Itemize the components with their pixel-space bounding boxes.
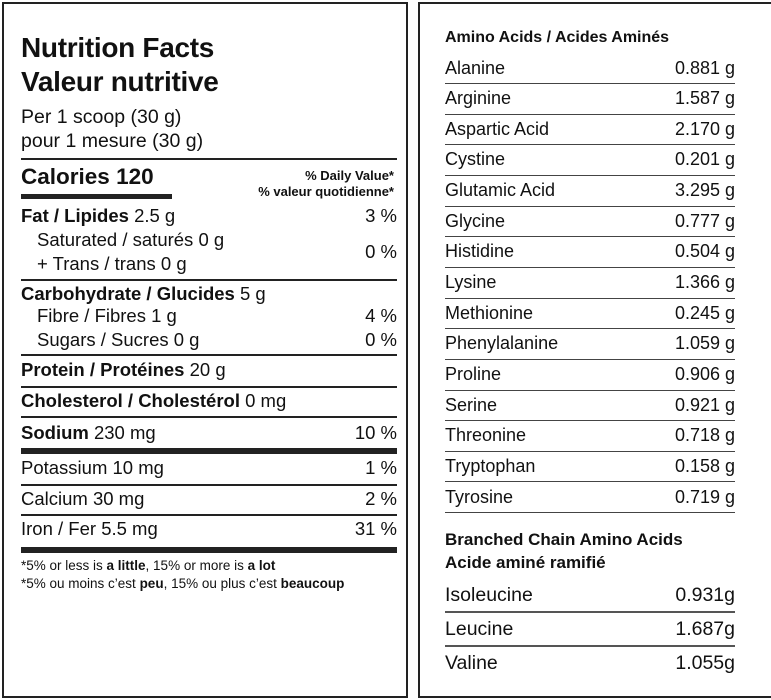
bcaa-value: 0.931g <box>675 584 735 606</box>
sugars-row <box>37 329 397 351</box>
title-en: Nutrition Facts <box>21 32 215 63</box>
sodium-row <box>21 422 397 444</box>
serving-en: Per 1 scoop (30 g) <box>21 106 182 128</box>
carb-row <box>21 283 397 305</box>
divider <box>21 354 397 356</box>
amino-value: 1.059 g <box>674 333 735 354</box>
bcaa-value: 1.055g <box>675 652 735 674</box>
serving-fr: pour 1 mesure (30 g) <box>21 130 204 152</box>
amino-row <box>445 482 735 513</box>
fat-row <box>21 205 397 227</box>
protein-row <box>21 359 397 381</box>
potassium-label: Potassium 10 mg <box>21 457 164 478</box>
daily-value-header <box>258 168 394 200</box>
amino-name: Tyrosine <box>445 486 514 507</box>
amino-value: 2.170 g <box>674 118 735 139</box>
iron-dv: 31 % <box>354 518 397 539</box>
iron-label: Iron / Fer 5.5 mg <box>21 518 158 539</box>
sodium-label: Sodium <box>21 422 89 443</box>
dv-fr: % valeur quotidienne* <box>258 184 394 199</box>
amino-title: Amino Acids / Acides Aminés <box>445 29 670 46</box>
footnote-bold: beaucoup <box>280 576 345 591</box>
cholesterol-row <box>21 390 397 412</box>
divider <box>21 386 397 388</box>
amino-value: 0.719 g <box>674 486 735 507</box>
sugars-dv: 0 % <box>365 329 397 350</box>
calories-label: Calories <box>21 164 110 189</box>
fibre-label: Fibre / Fibres 1 g <box>37 305 177 326</box>
trans-label: + Trans / trans 0 g <box>37 253 187 274</box>
potassium-row <box>21 457 397 479</box>
bcaa-name: Isoleucine <box>445 584 533 606</box>
bcaa-row <box>445 647 735 680</box>
bcaa-name: Leucine <box>445 618 514 640</box>
divider <box>21 416 397 418</box>
calories-bar <box>21 194 172 199</box>
fat-dv: 3 % <box>365 205 397 226</box>
sodium-dv: 10 % <box>354 422 397 443</box>
fat-label: Fat / Lipides <box>21 205 129 226</box>
sodium-amount: 230 mg <box>93 422 156 443</box>
amino-name: Glutamic Acid <box>445 180 556 201</box>
amino-row <box>445 360 735 391</box>
amino-row <box>445 176 735 207</box>
amino-value: 3.295 g <box>674 180 735 201</box>
fibre-row <box>37 305 397 327</box>
footnote-text: *5% ou moins c’est <box>21 576 140 591</box>
amino-row <box>445 84 735 115</box>
footnote-text: , 15% or more is <box>145 558 248 573</box>
amino-name: Cystine <box>445 149 506 170</box>
amino-name: Tryptophan <box>445 455 536 476</box>
amino-row <box>445 421 735 452</box>
bcaa-row <box>445 613 735 646</box>
amino-row <box>445 451 735 482</box>
bcaa-name: Valine <box>445 652 498 674</box>
amino-row <box>445 390 735 421</box>
thick-divider <box>21 547 397 553</box>
amino-name: Histidine <box>445 241 515 262</box>
amino-value: 0.906 g <box>674 364 735 384</box>
divider <box>21 514 397 516</box>
bcaa-row <box>445 579 735 612</box>
sugars-label: Sugars / Sucres 0 g <box>37 329 200 350</box>
footnote-bold: peu <box>139 576 164 591</box>
carb-amount: 5 g <box>239 283 266 304</box>
fat-amount: 2.5 g <box>134 205 176 226</box>
thick-divider <box>21 448 397 454</box>
protein-amount: 20 g <box>189 359 226 380</box>
amino-value: 0.245 g <box>674 302 735 323</box>
cholesterol-label: Cholesterol / Cholestérol <box>21 390 240 411</box>
amino-value: 0.201 g <box>674 149 735 170</box>
amino-row <box>445 53 735 84</box>
calcium-label: Calcium 30 mg <box>21 488 145 509</box>
divider <box>21 484 397 486</box>
potassium-dv: 1 % <box>365 457 397 478</box>
protein-label: Protein / Protéines <box>21 359 185 380</box>
amino-name: Proline <box>445 364 502 384</box>
divider <box>21 158 397 160</box>
amino-name: Serine <box>445 394 498 415</box>
amino-value: 0.881 g <box>674 57 735 78</box>
calcium-dv: 2 % <box>365 488 397 509</box>
amino-acids-panel <box>418 2 771 698</box>
amino-name: Phenylalanine <box>445 333 559 354</box>
amino-value: 0.921 g <box>674 394 735 415</box>
bcaa-title-fr: Acide aminé ramifié <box>445 553 606 572</box>
carb-label: Carbohydrate / Glucides <box>21 283 235 304</box>
amino-name: Aspartic Acid <box>445 118 550 139</box>
iron-row <box>21 518 397 540</box>
bcaa-value: 1.687g <box>675 618 735 640</box>
amino-name: Threonine <box>445 425 527 446</box>
footnote-bold: a little <box>106 558 146 573</box>
footnote-text: , 15% ou plus c’est <box>163 576 281 591</box>
amino-row <box>445 206 735 237</box>
amino-name: Glycine <box>445 210 506 231</box>
amino-row <box>445 268 735 299</box>
footnote-en <box>21 558 275 573</box>
amino-name: Lysine <box>445 272 497 293</box>
amino-name: Methionine <box>445 302 534 323</box>
saturated-label: Saturated / saturés 0 g <box>37 229 225 250</box>
cholesterol-amount: 0 mg <box>245 390 287 411</box>
amino-value: 0.504 g <box>674 241 735 262</box>
calcium-row <box>21 488 397 510</box>
amino-name: Alanine <box>445 57 506 78</box>
footnote-text: *5% or less is <box>21 558 107 573</box>
nutrition-facts-panel <box>2 2 408 698</box>
calories <box>21 164 154 190</box>
amino-value: 0.158 g <box>674 455 735 476</box>
dv-en: % Daily Value* <box>305 168 394 183</box>
calories-value: 120 <box>116 164 154 189</box>
divider <box>21 279 397 281</box>
amino-value: 1.587 g <box>674 88 735 109</box>
sat-trans-dv: 0 % <box>365 241 397 262</box>
amino-name: Arginine <box>445 88 512 109</box>
amino-value: 0.718 g <box>674 425 735 446</box>
sat-trans-dv-row <box>21 241 397 263</box>
amino-row <box>445 237 735 268</box>
footnote-bold: a lot <box>247 558 276 573</box>
amino-row <box>445 298 735 329</box>
amino-row <box>445 114 735 145</box>
bcaa-title-en: Branched Chain Amino Acids <box>445 530 683 549</box>
fibre-dv: 4 % <box>365 305 397 326</box>
amino-row <box>445 329 735 360</box>
amino-value: 1.366 g <box>674 272 735 293</box>
amino-row <box>445 145 735 176</box>
footnote-fr <box>21 576 344 591</box>
title-fr: Valeur nutritive <box>21 66 219 97</box>
amino-value: 0.777 g <box>674 210 735 231</box>
